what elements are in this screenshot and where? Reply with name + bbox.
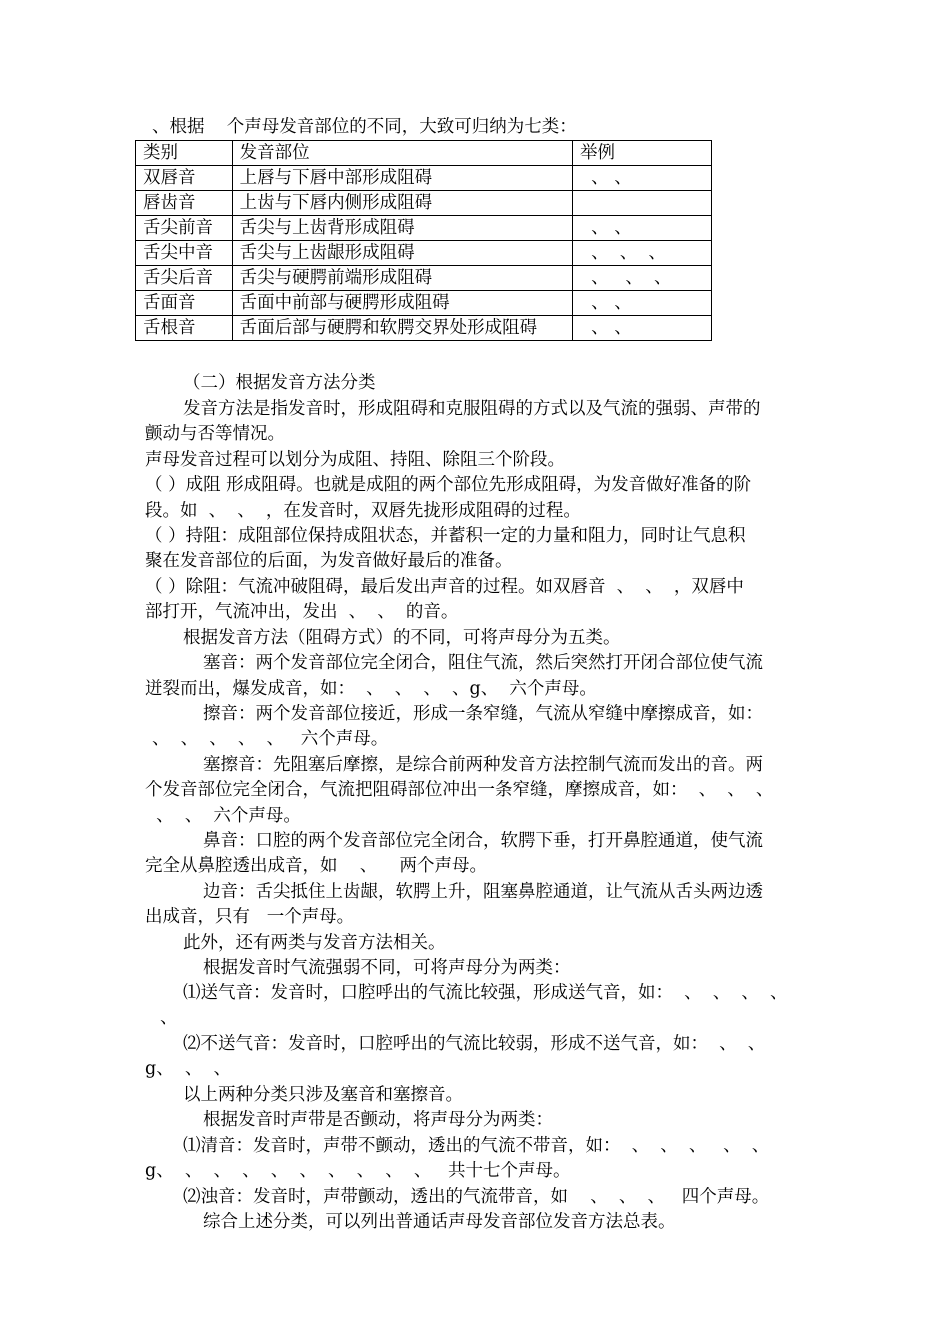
intro-line: 、根据 个声母发音部位的不同，大致可归纳为七类： bbox=[152, 117, 577, 137]
paragraph-line: 边音：舌尖抵住上齿龈，软腭上升，阻塞鼻腔通道，让气流从舌头两边透 bbox=[203, 882, 763, 902]
paragraph-line: g、 、 、 、 、 、 、 、 、 、 共十七个声母。 bbox=[145, 1161, 571, 1181]
paragraph-line: 、 、 、 、 、 六个声母。 bbox=[152, 729, 389, 749]
paragraph-line: 塞音：两个发音部位完全闭合，阻住气流，然后突然打开闭合部位使气流 bbox=[203, 653, 763, 673]
paragraph-line: ⑴清音：发音时，声带不颤动，透出的气流不带音，如： 、 、 、 、 、 bbox=[183, 1136, 770, 1156]
paragraph-line: 擦音：两个发音部位接近，形成一条窄缝，气流从窄缝中摩擦成音，如： bbox=[203, 704, 763, 724]
paragraph-line: 迸裂而出，爆发成音，如： 、 、 、 、g、 六个声母。 bbox=[145, 679, 597, 699]
paragraph-line: 此外，还有两类与发音方法相关。 bbox=[183, 933, 446, 953]
paragraph-line: （ ）除阻：气流冲破阻碍，最后发出声音的过程。如双唇音 、 、 ，双唇中 bbox=[145, 577, 744, 597]
examples-cell bbox=[573, 191, 712, 216]
examples-cell: 、 、 bbox=[573, 166, 712, 191]
table-row bbox=[136, 241, 712, 266]
examples-cell: 、 、 、 bbox=[573, 266, 712, 291]
header-place: 发音部位 bbox=[232, 141, 572, 166]
table-row bbox=[136, 191, 712, 216]
paragraph-line: 以上两种分类只涉及塞音和塞擦音。 bbox=[183, 1085, 463, 1105]
paragraph-line: 段。如 、 、 ，在发音时，双唇先拢形成阻碍的过程。 bbox=[145, 501, 581, 521]
paragraph-line: 出成音，只有 一个声母。 bbox=[145, 907, 355, 927]
category-cell: 唇齿音 bbox=[136, 191, 233, 216]
paragraph-line: 发音方法是指发音时，形成阻碍和克服阻碍的方式以及气流的强弱、声带的 bbox=[183, 399, 761, 419]
paragraph-line: 根据发音方法（阻碍方式）的不同，可将声母分为五类。 bbox=[183, 628, 621, 648]
paragraph-line: 完全从鼻腔透出成音，如 、 两个声母。 bbox=[145, 856, 488, 876]
paragraph-line: （ ）成阻 形成阻碍。也就是成阻的两个部位先形成阻碍，为发音做好准备的阶 bbox=[145, 475, 752, 495]
paragraph-line: 鼻音：口腔的两个发音部位完全闭合，软腭下垂，打开鼻腔通道，使气流 bbox=[203, 831, 763, 851]
paragraph-line: 颤动与否等情况。 bbox=[145, 424, 285, 444]
section-heading: （二）根据发音方法分类 bbox=[183, 373, 376, 393]
examples-cell: 、 、 bbox=[573, 216, 712, 241]
examples-cell: 、 、 bbox=[573, 316, 712, 341]
paragraph-line: g、 、 、 bbox=[145, 1059, 231, 1079]
paragraph-line: （ ）持阻：成阻部位保持成阻状态，并蓄积一定的力量和阻力，同时让气息积 bbox=[145, 526, 746, 546]
category-cell: 双唇音 bbox=[136, 166, 233, 191]
category-cell: 舌面音 bbox=[136, 291, 233, 316]
category-cell: 舌根音 bbox=[136, 316, 233, 341]
header-examples: 举例 bbox=[573, 141, 712, 166]
paragraph-line: ⑵浊音：发音时，声带颤动，透出的气流带音，如 、 、 、 四个声母。 bbox=[183, 1187, 770, 1207]
category-cell: 舌尖前音 bbox=[136, 216, 233, 241]
category-cell: 舌尖中音 bbox=[136, 241, 233, 266]
paragraph-line: 个发音部位完全闭合，气流把阻碍部位冲出一条窄缝，摩擦成音，如： 、 、 、 bbox=[145, 780, 774, 800]
paragraph-line: 、 bbox=[160, 1008, 178, 1028]
table-row bbox=[136, 266, 712, 291]
paragraph-line: 声母发音过程可以划分为成阻、持阻、除阻三个阶段。 bbox=[145, 450, 565, 470]
place-cell: 上唇与下唇中部形成阻碍 bbox=[232, 166, 572, 191]
table-header-row bbox=[136, 141, 712, 166]
paragraph-line: 、 、 六个声母。 bbox=[145, 806, 301, 826]
examples-cell: 、 、 bbox=[573, 291, 712, 316]
paragraph-line: ⑴送气音：发音时，口腔呼出的气流比较强，形成送气音，如： 、 、 、 、 bbox=[183, 983, 788, 1003]
table-row bbox=[136, 291, 712, 316]
header-category: 类别 bbox=[136, 141, 233, 166]
table-row bbox=[136, 316, 712, 341]
table-row bbox=[136, 166, 712, 191]
place-cell: 舌尖与硬腭前端形成阻碍 bbox=[232, 266, 572, 291]
paragraph-line: 综合上述分类，可以列出普通话声母发音部位发音方法总表。 bbox=[203, 1212, 676, 1232]
place-cell: 舌尖与上齿龈形成阻碍 bbox=[232, 241, 572, 266]
paragraph-line: 部打开，气流冲出，发出 、 、 的音。 bbox=[145, 602, 459, 622]
paragraph-line: 根据发音时气流强弱不同，可将声母分为两类： bbox=[203, 958, 571, 978]
place-cell: 上齿与下唇内侧形成阻碍 bbox=[232, 191, 572, 216]
examples-cell: 、 、 、 bbox=[573, 241, 712, 266]
table-row bbox=[136, 216, 712, 241]
paragraph-line: ⑵不送气音：发音时，口腔呼出的气流比较弱，形成不送气音，如： 、 、 bbox=[183, 1034, 766, 1054]
place-cell: 舌面中前部与硬腭形成阻碍 bbox=[232, 291, 572, 316]
paragraph-line: 根据发音时声带是否颤动，将声母分为两类： bbox=[203, 1110, 553, 1130]
paragraph-line: 聚在发音部位的后面，为发音做好最后的准备。 bbox=[145, 551, 513, 571]
place-cell: 舌面后部与硬腭和软腭交界处形成阻碍 bbox=[232, 316, 572, 341]
place-cell: 舌尖与上齿背形成阻碍 bbox=[232, 216, 572, 241]
paragraph-line: 塞擦音：先阻塞后摩擦，是综合前两种发音方法控制气流而发出的音。两 bbox=[203, 755, 763, 775]
category-cell: 舌尖后音 bbox=[136, 266, 233, 291]
articulation-place-table bbox=[135, 140, 712, 341]
